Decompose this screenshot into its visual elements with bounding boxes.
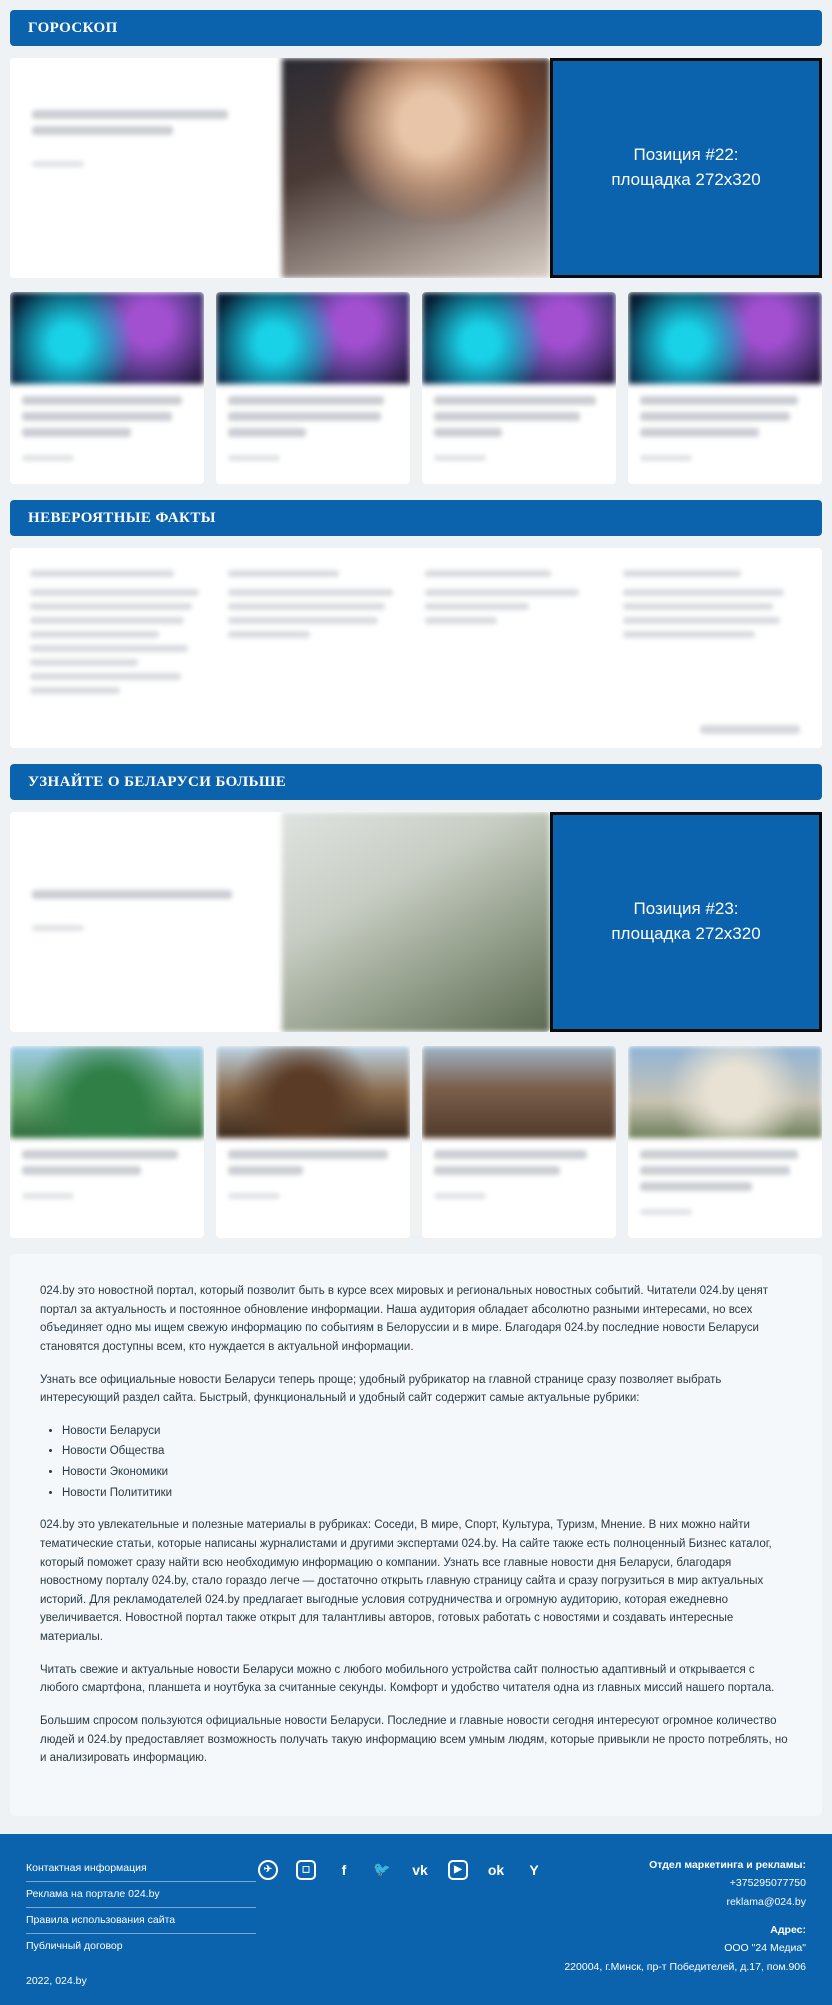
list-item[interactable] (422, 292, 616, 484)
timestamp-line (32, 161, 84, 167)
horoscope-hero (10, 58, 822, 278)
about-paragraph-3: 024.by это увлекательные и полезные материалы в рубриках: Соседи, В мире, Спорт, Культура, Туризм, Мнение. В них можно найти тематические статьи, которые написаны журналистами и другими экспертами 024.by. На сайте также есть полноценный Бизнес каталог, который поможет сразу найти всю необходимую информацию о компании. Узнать все главные новости дня Беларуси, благодаря новостному порталу 024.by, стало гораздо легче — достаточно открыть главную страницу сайта и сразу погрузиться в мир актуальных историй. Для рекламодателей 024.by предлагает выгодные условия сотрудничества и огромную аудиторию, которая ежедневно увеличивается. Новостной портал также открыт для талантливы авторов, готовых работать с новостями и создавать интересные материалы. (40, 1519, 772, 1643)
card-body (10, 1138, 204, 1222)
horoscope-card-row (10, 292, 822, 484)
card-image (422, 292, 616, 384)
card-body (216, 384, 410, 484)
belarus-featured-card[interactable] (10, 812, 550, 1032)
list-item: • Новости Экономики (62, 1463, 792, 1482)
twitter-icon[interactable]: 🐦 (373, 1861, 391, 1878)
list-item[interactable] (628, 1046, 822, 1238)
footer-link-terms[interactable]: Правила использования сайта (26, 1908, 256, 1934)
facts-column[interactable] (228, 570, 408, 718)
footer-social-links (256, 1856, 546, 1987)
list-item[interactable] (628, 292, 822, 484)
card-image (10, 1046, 204, 1138)
list-item[interactable] (10, 1046, 204, 1238)
address-title: Адрес: (770, 1923, 806, 1936)
facts-column[interactable] (623, 570, 803, 718)
ad-slot-23[interactable] (550, 812, 822, 1032)
about-paragraph-2: Узнать все официальные новости Беларуси теперь проще; удобный рубрикатор на главной странице сразу позволяет выбрать интересующий раздел сайта. Быстрый, функциональный и удобный сайт содержит самые актуальные рубрики: (40, 1373, 722, 1405)
facebook-icon[interactable]: f (341, 1861, 347, 1878)
section-header-facts (10, 500, 822, 536)
card-image (628, 1046, 822, 1138)
footer-links (26, 1856, 256, 1987)
horoscope-featured-card[interactable] (10, 58, 550, 278)
card-image (216, 1046, 410, 1138)
card-image (10, 292, 204, 384)
list-item: • Новости Полититики (62, 1484, 792, 1503)
list-item[interactable] (216, 1046, 410, 1238)
footer-copyright: 2022, 024.by (26, 1974, 87, 1987)
footer-link-contacts[interactable]: Контактная информация (26, 1856, 256, 1882)
facts-block (10, 548, 822, 748)
section-title: НЕВЕРОЯТНЫЕ ФАКТЫ (28, 509, 216, 526)
company-address: 220004, г.Минск, пр-т Победителей, д.17, пом.906 (564, 1960, 806, 1973)
horoscope-featured-image (282, 58, 550, 278)
ad-size-label: площадка 272x320 (611, 924, 761, 943)
yandex-zen-icon[interactable]: Y (529, 1861, 539, 1878)
youtube-icon[interactable]: ▶ (448, 1860, 468, 1880)
card-image (628, 292, 822, 384)
card-image (422, 1046, 616, 1138)
list-item: • Новости Общества (62, 1442, 792, 1461)
card-body (10, 384, 204, 484)
ad-position-label: Позиция #22: (633, 145, 739, 165)
about-paragraph-4: Читать свежие и актуальные новости Беларуси можно с любого мобильного устройства сайт полностью адаптивный и открывается с любого смартфона, планшета и ноутбука за считанные секунды. Комфорт и удобство читателя одна из главных миссий нашего портала. (40, 1663, 775, 1695)
section-title: ГОРОСКОП (28, 19, 118, 36)
about-paragraph-5: Большим спросом пользуются официальные новости Беларуси. Последние и главные новости сегодня интересуют огромное количество людей и 024.by предоставляет возможность получать такую информацию всем умным людям, которые привыкли не просто потреблять, но и анализировать информацию. (40, 1714, 788, 1765)
marketing-email[interactable]: reklama@024.by (726, 1895, 806, 1908)
headline-line (32, 126, 173, 135)
company-name: ООО "24 Медиа" (724, 1942, 806, 1955)
list-item: • Новости Беларуси (62, 1422, 792, 1441)
site-footer (0, 1834, 832, 2005)
ad-size-label: площадка 272x320 (611, 170, 761, 189)
card-body (216, 1138, 410, 1222)
facts-column[interactable] (30, 570, 210, 718)
belarus-card-row (10, 1046, 822, 1238)
horoscope-featured-text (10, 58, 282, 278)
about-paragraph-1: 024.by это новостной портал, который позволит быть в курсе всех мировых и региональных новостных событий. Читатели 024.by ценят портал за актуальность и постоянное обновление информации. Наша аудитория обладает абсолютно разными интересами, но всех объединяет одно мы ищем свежую информацию по событиям в Белоруссии и в мире. Благодаря 024.by последние новости Беларуси становятся доступны всем, кто нуждается в актуальной информации. (40, 1285, 769, 1353)
footer-contacts (546, 1856, 806, 1987)
belarus-featured-text (10, 812, 282, 1032)
facts-column[interactable] (425, 570, 605, 718)
belarus-hero (10, 812, 822, 1032)
facts-more-link[interactable] (700, 725, 800, 734)
ad-position-label: Позиция #23: (633, 899, 739, 919)
telegram-icon[interactable]: ✈ (258, 1860, 278, 1880)
card-image (216, 292, 410, 384)
list-item[interactable] (10, 292, 204, 484)
marketing-phone[interactable]: +375295077750 (729, 1877, 806, 1890)
section-header-horoscope (10, 10, 822, 46)
odnoklassniki-icon[interactable]: ok (487, 1861, 505, 1878)
headline-line (32, 110, 228, 119)
about-rubrics-list (62, 1422, 792, 1503)
card-body (628, 384, 822, 484)
vk-icon[interactable]: vk (412, 1861, 428, 1878)
footer-link-advertising[interactable]: Реклама на портале 024.by (26, 1882, 256, 1908)
about-portal-text (10, 1254, 822, 1816)
card-body (422, 384, 616, 484)
section-title: УЗНАЙТЕ О БЕЛАРУСИ БОЛЬШЕ (28, 773, 287, 790)
list-item[interactable] (216, 292, 410, 484)
instagram-icon[interactable]: ◻ (296, 1860, 316, 1880)
card-body (422, 1138, 616, 1222)
section-header-belarus (10, 764, 822, 800)
ad-slot-22[interactable] (550, 58, 822, 278)
footer-link-public-offer[interactable]: Публичный договор (26, 1939, 123, 1952)
card-body (628, 1138, 822, 1238)
belarus-featured-image (282, 812, 550, 1032)
marketing-title: Отдел маркетинга и рекламы: (649, 1858, 806, 1871)
list-item[interactable] (422, 1046, 616, 1238)
